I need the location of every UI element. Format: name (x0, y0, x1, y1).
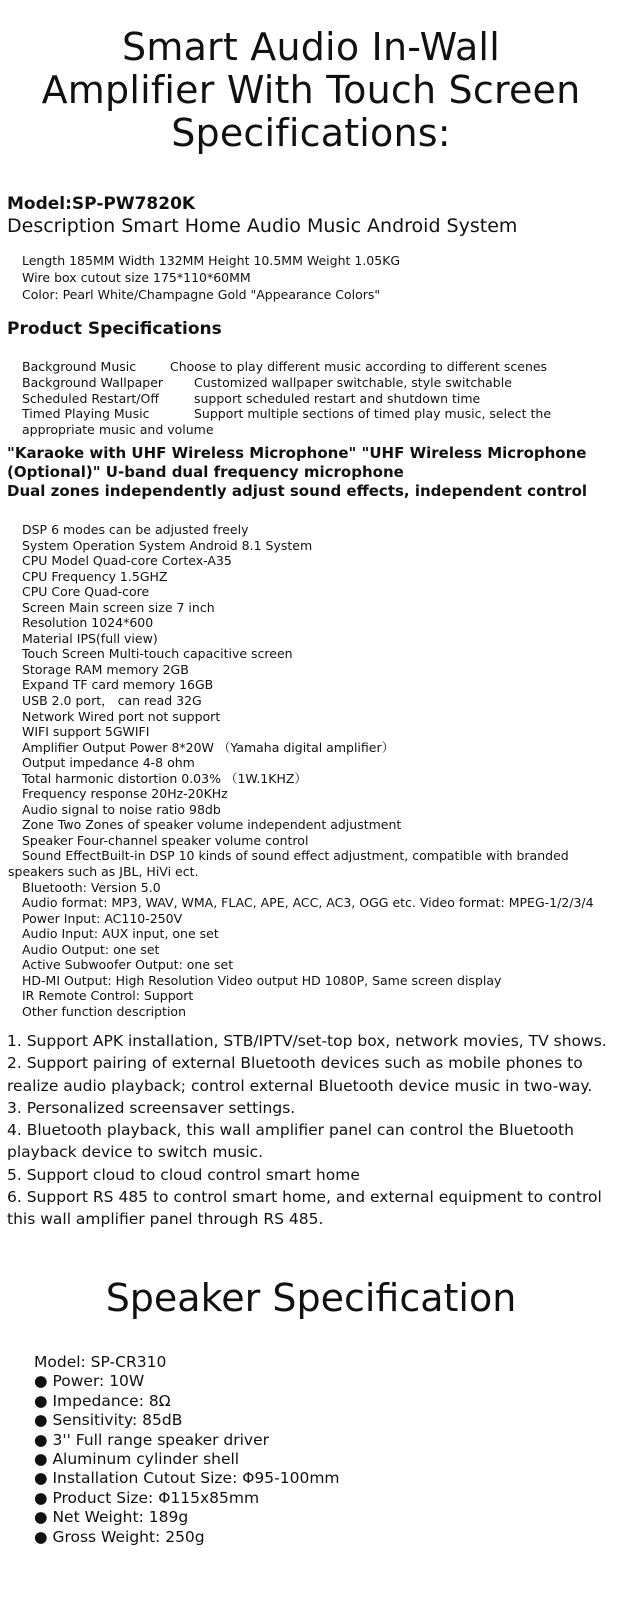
feature-row (22, 359, 582, 375)
spec-line: System Operation System Android 8.1 System (22, 537, 313, 553)
feature-key: Scheduled Restart/Off (22, 390, 159, 406)
spec-line: IR Remote Control: Support (22, 988, 194, 1004)
page-title-line-2: Amplifier With Touch Screen (41, 68, 581, 112)
feature-wrap-line: appropriate music and volume (22, 422, 214, 438)
highlight-line: (Optional)" U-band dual frequency microphone (7, 463, 404, 481)
speaker-spec-line: ● Gross Weight: 250g (34, 1527, 205, 1546)
numbered-line: this wall amplifier panel through RS 485. (7, 1210, 324, 1229)
numbered-line: playback device to switch music. (7, 1143, 264, 1162)
numbered-line: 5. Support cloud to cloud control smart home (7, 1165, 360, 1184)
page-title (0, 26, 622, 155)
spec-line: speakers such as JBL, HiVi ect. (8, 864, 199, 880)
numbered-line: 1. Support APK installation, STB/IPTV/set-top box, network movies, TV shows. (7, 1032, 607, 1050)
spec-line: Audio Input: AUX input, one set (22, 926, 219, 942)
speaker-spec-line: ● Power: 10W (34, 1372, 145, 1391)
spec-line: Active Subwoofer Output: one set (22, 957, 234, 973)
spec-line: Power Input: AC110-250V (22, 910, 183, 926)
spec-line: Storage RAM memory 2GB (22, 661, 189, 677)
spec-line: Bluetooth: Version 5.0 (22, 879, 161, 895)
speaker-spec-line: ● Product Size: Φ115x85mm (34, 1488, 260, 1507)
description-line: Description Smart Home Audio Music Android System (7, 215, 518, 237)
speaker-spec-list (34, 1353, 340, 1547)
color-line: Color: Pearl White/Champagne Gold "Appearance Colors" (22, 287, 381, 302)
spec-line: Expand TF card memory 16GB (22, 677, 214, 693)
spec-line: Amplifier Output Power 8*20W （Yamaha digital amplifier） (22, 739, 395, 755)
numbered-line: 2. Support pairing of external Bluetooth devices such as mobile phones to (7, 1054, 583, 1073)
cutout-line: Wire box cutout size 175*110*60MM (22, 270, 251, 285)
feature-numbered-list (7, 1030, 619, 1231)
spec-line: Sound EffectBuilt-in DSP 10 kinds of sound effect adjustment, compatible with branded (22, 848, 569, 864)
feature-row (22, 391, 582, 407)
speaker-spec-line: ● Installation Cutout Size: Φ95-100mm (34, 1469, 340, 1488)
speaker-spec-line: ● Net Weight: 189g (34, 1508, 189, 1527)
spec-list (8, 522, 620, 1020)
feature-row (22, 406, 582, 422)
speaker-spec-line: ● Aluminum cylinder shell (34, 1450, 240, 1469)
page-title-line-1: Smart Audio In-Wall (122, 25, 500, 69)
spec-line: HD-MI Output: High Resolution Video output HD 1080P, Same screen display (22, 972, 502, 988)
numbered-line: realize audio playback; control external Bluetooth device music in two-way. (7, 1076, 593, 1095)
highlight-line: "Karaoke with UHF Wireless Microphone" "UHF Wireless Microphone (7, 444, 587, 462)
feature-row (22, 375, 582, 391)
feature-key: Background Music (22, 359, 137, 374)
product-specifications-heading: Product Specifications (7, 319, 222, 339)
spec-line: Other function description (22, 1003, 187, 1019)
highlight-line: Dual zones independently adjust sound effects, independent control (7, 482, 588, 500)
spec-line: Total harmonic distortion 0.03% （1W.1KHZ） (22, 770, 307, 786)
spec-line: Material IPS(full view) (22, 630, 158, 646)
spec-line: WIFI support 5GWIFI (22, 724, 150, 740)
spec-line: CPU Core Quad-core (22, 584, 150, 600)
spec-line: Screen Main screen size 7 inch (22, 599, 215, 615)
dimensions-block (22, 252, 400, 303)
numbered-line: 4. Bluetooth playback, this wall amplifier panel can control the Bluetooth (7, 1121, 574, 1140)
spec-line: USB 2.0 port， can read 32G (22, 693, 202, 709)
spec-line: Audio format: MP3, WAV, WMA, FLAC, APE, ACC, AC3, OGG etc. Video format: MPEG-1/2/3/4 (22, 895, 594, 911)
spec-line: DSP 6 modes can be adjusted freely (22, 522, 249, 537)
page-title-line-3: Specifications: (171, 111, 451, 155)
features-block (22, 359, 582, 438)
spec-line: Output impedance 4-8 ohm (22, 755, 195, 771)
numbered-line: 6. Support RS 485 to control smart home, and external equipment to control (7, 1188, 602, 1207)
dimensions-line: Length 185MM Width 132MM Height 10.5MM Weight 1.05KG (22, 253, 401, 268)
feature-value: support scheduled restart and shutdown time (194, 390, 481, 406)
numbered-line: 3. Personalized screensaver settings. (7, 1098, 296, 1117)
spec-line: Touch Screen Multi-touch capacitive screen (22, 646, 293, 662)
feature-key: Timed Playing Music (22, 406, 150, 422)
speaker-specification-title: Speaker Specification (105, 1276, 517, 1320)
feature-key: Background Wallpaper (22, 374, 164, 390)
speaker-spec-line: ● Sensitivity: 85dB (34, 1411, 183, 1430)
spec-line: Speaker Four-channel speaker volume control (22, 832, 309, 848)
spec-line: Network Wired port not support (22, 708, 221, 724)
spec-line: Frequency response 20Hz-20KHz (22, 786, 228, 802)
spec-line: CPU Model Quad-core Cortex-A35 (22, 553, 232, 569)
speaker-spec-line: ● 3'' Full range speaker driver (34, 1430, 269, 1449)
spec-line: Zone Two Zones of speaker volume independent adjustment (22, 817, 402, 833)
highlight-block (7, 444, 619, 501)
feature-value: Support multiple sections of timed play music, select the (194, 406, 552, 422)
feature-value: Customized wallpaper switchable, style switchable (194, 374, 512, 390)
spec-line: Audio signal to noise ratio 98db (22, 801, 221, 817)
spec-line: CPU Frequency 1.5GHZ (22, 568, 168, 584)
speaker-spec-line: Model: SP-CR310 (34, 1353, 167, 1371)
model-heading: Model:SP-PW7820K (7, 194, 196, 214)
spec-line: Resolution 1024*600 (22, 615, 154, 631)
spec-line: Audio Output: one set (22, 941, 160, 957)
feature-value: Choose to play different music according to different scenes (170, 359, 548, 374)
speaker-spec-line: ● Impedance: 8Ω (34, 1391, 171, 1410)
